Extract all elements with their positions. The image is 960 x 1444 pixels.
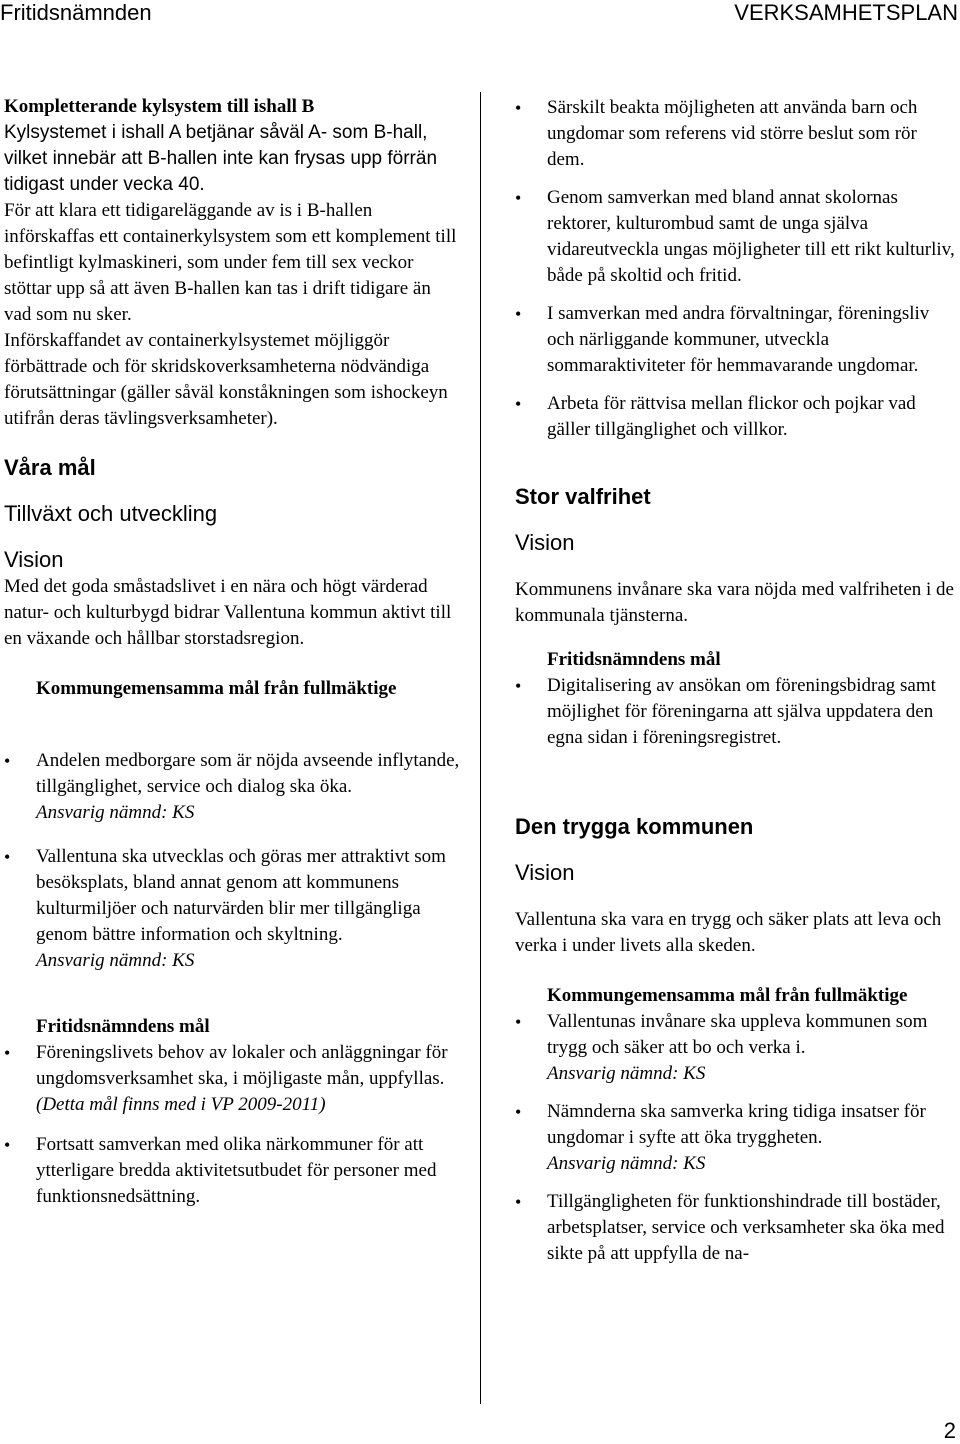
list-item-text: Vallentunas invånare ska uppleva kommunen som trygg och säker att bo och verka i. (547, 1011, 928, 1058)
page-header (0, 0, 960, 30)
vision-text-1: Med det goda småstadslivet i en nära och högt värderad natur- och kulturbygd bidrar Vallentuna kommun aktivt till en växande och hållbar storstadsregion. (4, 576, 452, 649)
responsible-board: Ansvarig nämnd: KS (36, 950, 195, 971)
list-item-text: Tillgängligheten för funktionshindrade till bostäder, arbetsplatser, service och verksamheter ska öka med sikte på att uppfylla de na- (547, 1191, 945, 1264)
list-item (515, 95, 957, 173)
list-item-text: Arbeta för rättvisa mellan flickor och pojkar vad gäller tillgänglighet och villkor. (547, 393, 916, 440)
list-item-text: I samverkan med andra förvaltningar, föreningsliv och närliggande kommuner, utveckla sommaraktiviteter för hemmavarande ungdomar. (547, 303, 930, 376)
list-item-text: Andelen medborgare som är nöjda avseende inflytande, tillgänglighet, service och dialog ska öka. (36, 750, 460, 797)
kommun-list-left (4, 748, 462, 974)
goals-list-top (515, 95, 957, 443)
list-item (515, 391, 957, 443)
vision-heading-1: Vision (4, 547, 64, 572)
fritid-heading-right: Fritidsnämndens mål (547, 649, 721, 670)
section-heading-tillvaxt: Tillväxt och utveckling (4, 501, 218, 526)
list-item-text: Genom samverkan med bland annat skolornas rektorer, kulturombud samt de unga själva vidareutveckla ungas möjligheter till ett rikt kulturliv, både på skoltid och fritid. (547, 187, 955, 286)
right-column (515, 95, 957, 1267)
section-heading-stor-valfrihet: Stor valfrihet (515, 484, 651, 509)
intro-paragraph-2: För att klara ett tidigareläggande av is i B-hallen införskaffas ett containerkylsystem som ett komplement till befintligt kylmaskineri, som under fem till sex veckor stöttar upp så att även B-hallen kan tas i drift tidigare än vad som nu sker. (4, 200, 457, 325)
vision-heading-2: Vision (515, 530, 575, 555)
fritid-list-left (4, 1040, 462, 1210)
responsible-board: Ansvarig nämnd: KS (547, 1153, 706, 1174)
left-column (4, 94, 462, 1210)
list-item-text: Vallentuna ska utvecklas och göras mer attraktivt som besöksplats, bland annat genom att kommunens kulturmiljöer och naturvärden blir mer tillgängliga genom bättre information och skyltning. (36, 846, 446, 945)
kommun-heading-right: Kommungemensamma mål från fullmäktige (547, 985, 908, 1006)
intro-paragraph-1: Kylsystemet i ishall A betjänar såväl A- som B-hall, vilket innebär att B-hallen inte kan frysas upp förrän tidigast under vecka 40. (4, 122, 438, 195)
list-item-text: Digitalisering av ansökan om föreningsbidrag samt möjlighet för föreningarna att själva uppdatera den egna sidan i föreningsregistret. (547, 675, 936, 748)
header-department: Fritidsnämnden (0, 0, 152, 25)
list-item (515, 301, 957, 379)
list-item (4, 844, 462, 974)
column-divider (480, 92, 481, 1404)
list-item (4, 1132, 462, 1210)
list-item (515, 1009, 957, 1087)
list-item (515, 185, 957, 289)
header-document-type: VERKSAMHETSPLAN (734, 0, 958, 25)
kommun-list-right (515, 1009, 957, 1267)
list-item (4, 748, 462, 826)
list-item-text: Nämnderna ska samverka kring tidiga insatser för ungdomar i syfte att öka tryggheten. (547, 1101, 926, 1148)
list-item (515, 673, 957, 751)
list-item-note: (Detta mål finns med i VP 2009-2011) (36, 1094, 326, 1115)
vision-text-3: Vallentuna ska vara en trygg och säker plats att leva och verka i under livets alla skeden. (515, 909, 942, 956)
list-item (4, 1040, 462, 1118)
list-item-text: Föreningslivets behov av lokaler och anläggningar för ungdomsverksamhet ska, i möjligaste mån, uppfyllas. (36, 1042, 448, 1089)
vision-text-2: Kommunens invånare ska vara nöjda med valfriheten i de kommunala tjänsterna. (515, 579, 954, 626)
page-number: 2 (943, 1418, 956, 1443)
fritid-heading-left: Fritidsnämndens mål (36, 1016, 210, 1037)
section-heading-var-mal: Våra mål (4, 455, 96, 480)
list-item-text: Särskilt beakta möjligheten att använda barn och ungdomar som referens vid större beslut som rör dem. (547, 97, 918, 170)
responsible-board: Ansvarig nämnd: KS (547, 1063, 706, 1084)
fritid-list-right (515, 673, 957, 751)
intro-paragraph-3: Införskaffandet av containerkylsystemet möjliggör förbättrade och för skridskoverksamheterna nödvändiga förutsättningar (gäller såväl konståkningen som ishockeyn utifrån deras tävlingsverksamheter). (4, 330, 448, 429)
list-item-text: Fortsatt samverkan med olika närkommuner för att ytterligare bredda aktivitetsutbudet för personer med funktionsnedsättning. (36, 1134, 437, 1207)
section-heading-trygga: Den trygga kommunen (515, 814, 754, 839)
list-item (515, 1099, 957, 1177)
vision-heading-3: Vision (515, 860, 575, 885)
kommun-heading-left: Kommungemensamma mål från fullmäktige (36, 678, 397, 699)
responsible-board: Ansvarig nämnd: KS (36, 802, 195, 823)
intro-title: Kompletterande kylsystem till ishall B (4, 96, 315, 117)
list-item (515, 1189, 957, 1267)
